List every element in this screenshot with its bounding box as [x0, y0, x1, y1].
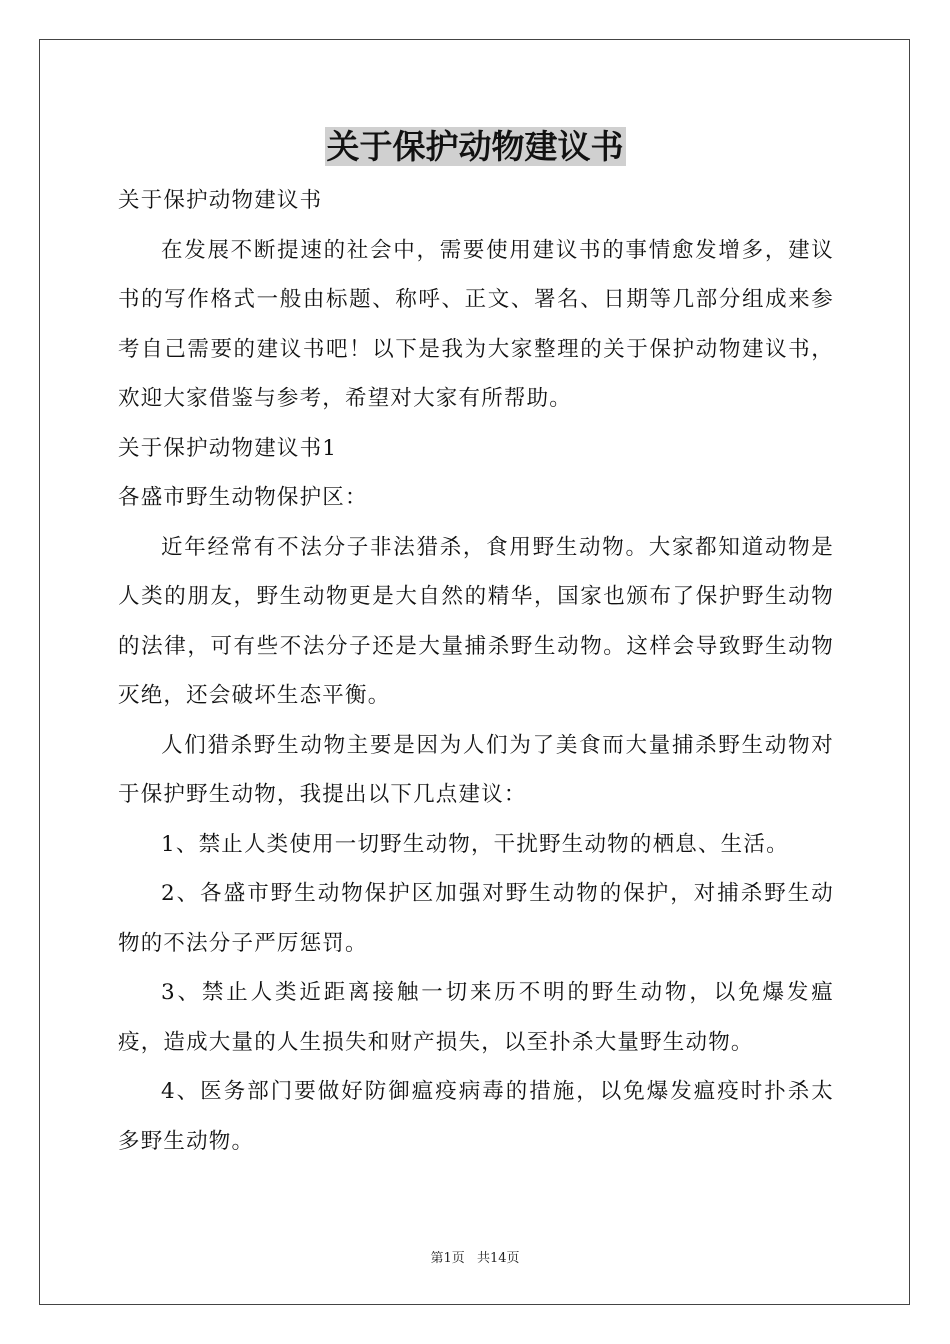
page-total: 共14页 [476, 1251, 520, 1266]
suggestion-item: 1、禁止人类使用一切野生动物，干扰野生动物的栖息、生活。 [161, 831, 789, 857]
suggestion-item: 3、禁止人类近距离接触一切来历不明的野生动物，以免爆发瘟疫，造成大量的人生损失和财产损失，以至扑杀大量野生动物。 [118, 980, 834, 1055]
document-body [118, 176, 834, 1166]
section-heading: 关于保护动物建议书1 [118, 435, 338, 461]
suggestion-item: 2、各盛市野生动物保护区加强对野生动物的保护，对捕杀野生动物的不法分子严厉惩罚。 [118, 881, 834, 956]
body-paragraph: 近年经常有不法分子非法猎杀，食用野生动物。大家都知道动物是人类的朋友，野生动物更是大自然的精华，国家也颁布了保护野生动物的法律，可有些不法分子还是大量捕杀野生动物。这样会导致野生动物灭绝，还会破坏生态平衡。 [118, 534, 834, 708]
suggestion-item: 4、医务部门要做好防御瘟疫病毒的措施，以免爆发瘟疫时扑杀太多野生动物。 [118, 1079, 834, 1154]
page-footer [0, 1247, 950, 1266]
document-title-text: 关于保护动物建议书 [326, 127, 624, 166]
subtitle-line: 关于保护动物建议书 [118, 188, 323, 213]
salutation: 各盛市野生动物保护区： [118, 485, 368, 510]
body-paragraph: 人们猎杀野生动物主要是因为人们为了美食而大量捕杀野生动物对于保护野生动物，我提出以下几点建议： [118, 732, 834, 807]
intro-paragraph: 在发展不断提速的社会中，需要使用建议书的事情愈发增多，建议书的写作格式一般由标题、称呼、正文、署名、日期等几部分组成来参考自己需要的建议书吧！以下是我为大家整理的关于保护动物建议书，欢迎大家借鉴与参考，希望对大家有所帮助。 [118, 237, 834, 411]
document-title [0, 124, 950, 170]
page-number: 第1页 [430, 1251, 465, 1266]
